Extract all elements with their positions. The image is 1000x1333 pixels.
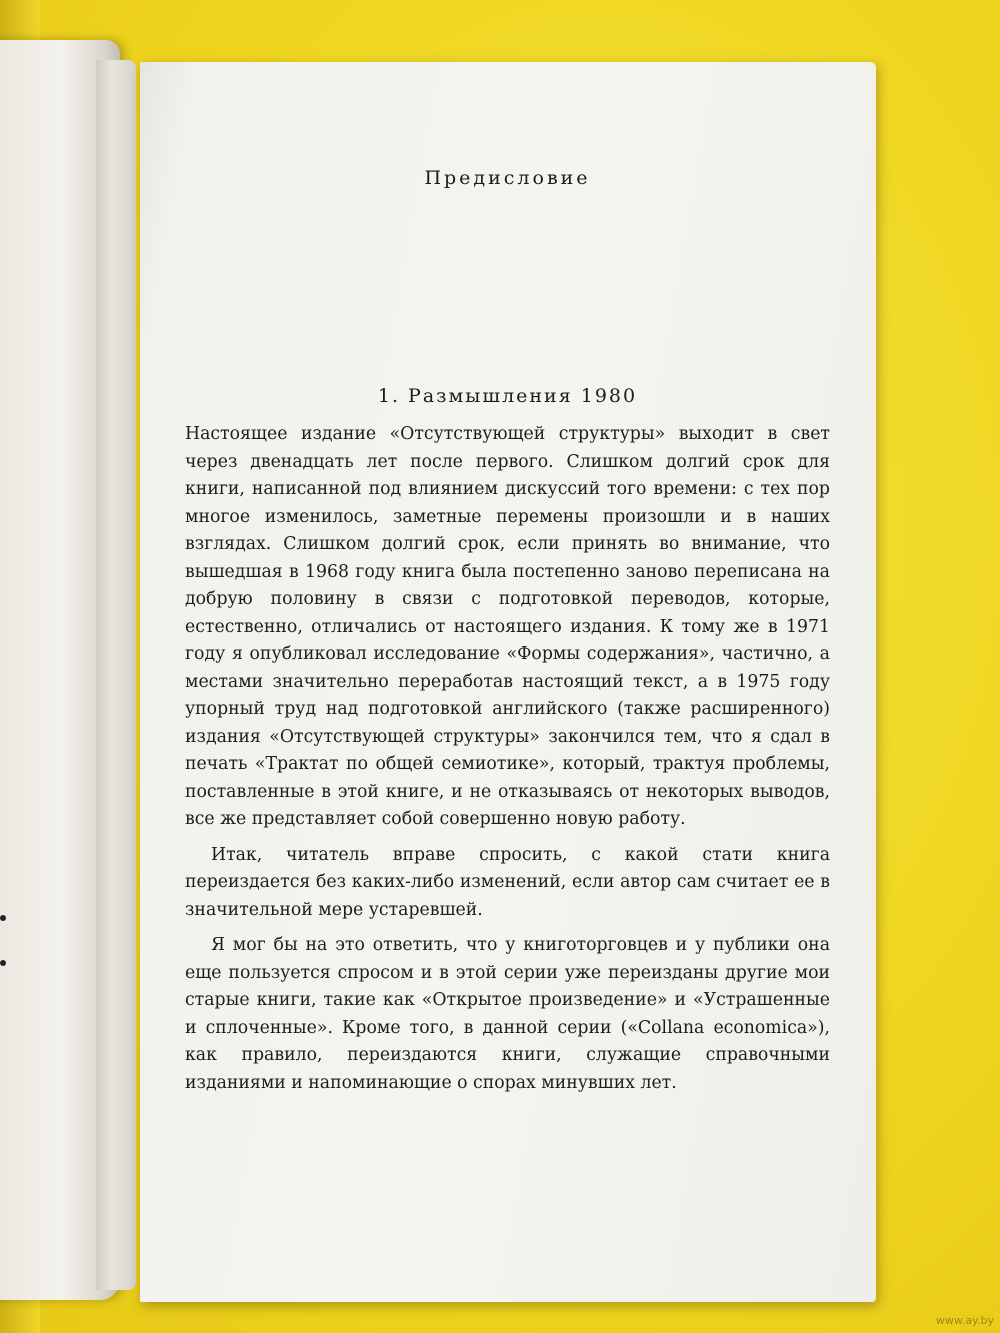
left-page-mark xyxy=(0,960,6,966)
page-content xyxy=(185,167,830,1097)
book-page xyxy=(140,62,876,1302)
left-page-edge xyxy=(96,60,136,1290)
left-page-mark xyxy=(0,915,6,921)
page-heading: Предисловие xyxy=(424,167,591,189)
paragraph: Я мог бы на это ответить, что у книготорговцев и у публики она еще пользуется спросом и в этой серии уже переизданы другие мои старые книги, такие как «Открытое произведение» и «Устрашенные и сплоченные». Кроме того, в данной серии («Collana economica»), как правило, переиздаются книги, служащие справочными изданиями и напоминающие о спорах минувших лет. xyxy=(185,935,830,1093)
watermark: www.ay.by xyxy=(935,1314,994,1327)
paragraph: Настоящее издание «Отсутствующей структуры» выходит в свет через двенадцать лет после первого. Слишком долгий срок для книги, написанной под влиянием дискуссий того времени: с тех пор многое изменилось, заметные перемены произошли и в наших взглядах. Слишком долгий срок, если принять во внимание, что вышедшая в 1968 году книга была постепенно заново переписана на добрую половину в связи с подготовкой переводов, которые, естественно, отличались от настоящего издания. К тому же в 1971 году я опубликовал исследование «Формы содержания», частично, а местами значительно переработав настоящий текст, а в 1975 году упорный труд над подготовкой английского (также расширенного) издания «Отсутствующей структуры» закончился тем, что я сдал в печать «Трактат по общей семиотике», который, трактуя проблемы, поставленные в этой книге, и не отказываясь от некоторых выводов, все же представляет собой совершенно новую работу. xyxy=(185,424,830,829)
section-title: 1. Размышления 1980 xyxy=(377,385,638,407)
paragraph: Итак, читатель вправе спросить, с какой стати книга переиздается без каких-либо изменений, если автор сам считает ее в значительной мере устаревшей. xyxy=(185,844,830,920)
